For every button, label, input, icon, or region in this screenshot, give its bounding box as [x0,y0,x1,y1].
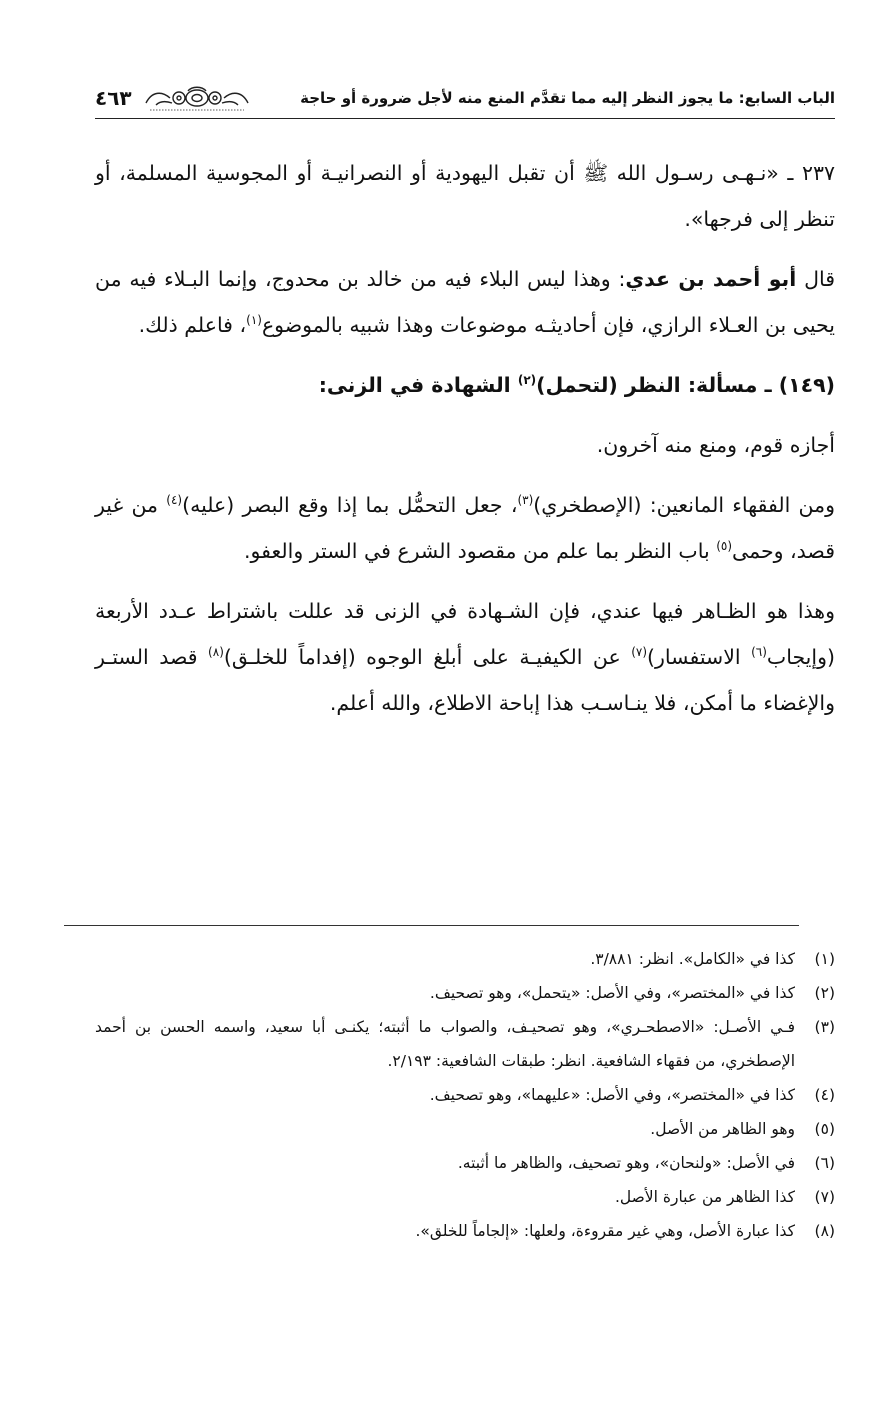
p2-text-b: ، جعل التحمُّل بما إذا وقع البصر (عليه) [182,493,518,517]
p2-text-a: ومن الفقهاء المانعين: (الإصطخري) [533,493,835,517]
p3-text-c: عن الكيفيـة على أبلغ الوجوه (إفداماً للخلـق) [223,645,632,669]
footnote-item [95,1180,835,1214]
section-heading [95,362,835,408]
running-header [95,78,835,118]
footnote-text: كذا في «الكامل». انظر: ٣/٨٨١. [590,950,795,968]
main-text [95,150,835,740]
comment-lead: قال [804,267,836,291]
honorific-glyph: ﷺ [583,161,609,185]
heading-part-1: (١٤٩) ـ مسألة: النظر (لتحمل) [536,373,835,397]
footnotes [95,942,835,1248]
p3-text-b: الاستفسار) [647,645,752,669]
footnote-item [95,1010,835,1078]
paragraph-2 [95,482,835,574]
footnote-item [95,942,835,976]
footnote-text: كذا الظاهر من عبارة الأصل. [614,1188,795,1206]
footnote-number: (٢) [814,984,835,1002]
footnote-ref-5[interactable]: (٥) [716,539,733,554]
footnote-separator [64,925,799,926]
footnote-item [95,1214,835,1248]
footnote-number: (٥) [814,1120,835,1138]
p2-text-d: باب النظر بما علم من مقصود الشرع في الستر والعفو. [244,539,717,563]
header-rule [95,118,835,119]
footnote-text: فـي الأصـل: «الاصطحـري»، وهو تصحيـف، والصواب ما أثبته؛ يكنـى أبا سعيد، واسمه الحسن بن أحمد الإصطخري، من فقهاء الشافعية. انظر: طبقات الشافعية: ٢/١٩٣. [95,1018,795,1070]
footnote-text: في الأصل: «ولنحان»، وهو تصحيف، والظاهر ما أثبته. [457,1154,795,1172]
footnote-text: كذا في «المختصر»، وفي الأصل: «عليهما»، وهو تصحيف. [429,1086,795,1104]
footnote-ref-4[interactable]: (٤) [166,493,183,508]
footnote-ref-1[interactable]: (١) [246,313,262,328]
footnote-text: كذا في «المختصر»، وفي الأصل: «يتحمل»، وهو تصحيف. [429,984,795,1002]
footnote-number: (١) [814,950,835,968]
hadith-text: أن تقبل اليهودية أو النصرانيـة أو المجوسية المسلمة، أو تنظر إلى فرجها». [95,161,835,231]
footnote-item [95,1078,835,1112]
footnote-item [95,976,835,1010]
footnote-number: (٦) [814,1154,835,1172]
footnote-text: كذا عبارة الأصل، وهي غير مقروءة، ولعلها: «إلجاماً للخلق». [415,1222,795,1240]
footnote-number: (٨) [814,1222,835,1240]
footnote-item [95,1112,835,1146]
decorative-ornament-icon [142,83,252,113]
commentary-paragraph [95,256,835,348]
footnote-ref-8[interactable]: (٨) [208,645,224,660]
footnote-number: (٤) [814,1086,835,1104]
paragraph-1: أجازه قوم، ومنع منه آخرون. [596,433,835,457]
heading-part-2: الشهادة في الزنى: [318,373,518,397]
footnote-ref-2[interactable]: (٢) [517,373,537,388]
hadith-paragraph [95,150,835,242]
footnote-ref-3[interactable]: (٣) [517,493,534,508]
p2-text-c: من غير قصد، وحمى [95,493,835,563]
comment-text: : وهذا ليس البلاء فيه من خالد بن محدوج، وإنما البـلاء فيه من يحيى بن العـلاء الرازي، فإن أحاديثـه موضوعات وهذا شبيه بالموضوع [95,267,835,337]
footnote-number: (٧) [814,1188,835,1206]
speaker-name: أبو أحمد بن عدي [625,267,797,291]
p3-text-d: قصد الستـر والإغضاء ما أمكن، فلا ينـاسـب هذا إباحة الاطلاع، والله أعلم. [95,645,835,715]
paragraph-3 [95,588,835,726]
comment-end: ، فاعلم ذلك. [138,313,247,337]
footnote-ref-6[interactable]: (٦) [751,645,767,660]
p3-text-a: وهذا هو الظـاهر فيها عندي، فإن الشـهادة في الزنى قد عللت باشتراط عـدد الأربعة (وإيجاب [95,599,835,669]
hadith-prefix: ٢٣٧ ـ «نـهـى رسـول الله [616,161,835,185]
footnote-text: وهو الظاهر من الأصل. [650,1120,795,1138]
footnote-ref-7[interactable]: (٧) [631,645,648,660]
page-number: ٤٦٣ [95,86,132,110]
chapter-title: الباب السابع: ما يجوز النظر إليه مما تقدَّم المنع منه لأجل ضرورة أو حاجة [300,89,835,107]
footnote-number: (٣) [814,1018,835,1036]
footnote-item [95,1146,835,1180]
